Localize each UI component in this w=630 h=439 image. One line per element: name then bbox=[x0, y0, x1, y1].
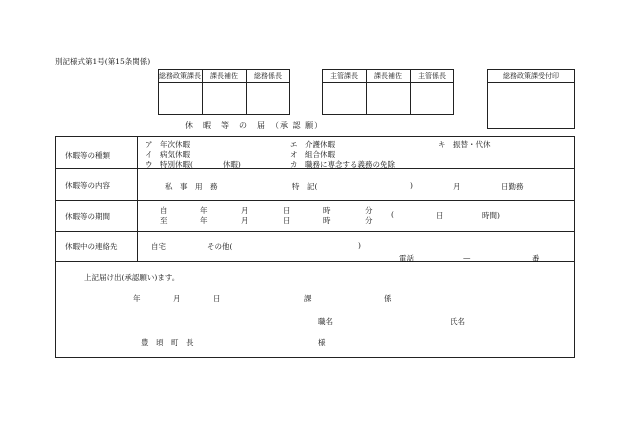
receipt-label: 総務政策課受付印 bbox=[503, 72, 559, 80]
period-from-year: 年 bbox=[200, 206, 208, 215]
period-to-minute: 分 bbox=[365, 216, 373, 225]
dept-section: 課 bbox=[304, 294, 312, 303]
period-to-year: 年 bbox=[200, 216, 208, 225]
period-to-month: 月 bbox=[241, 216, 249, 225]
date-year: 年 bbox=[133, 294, 141, 303]
row-label-contact: 休暇中の連絡先 bbox=[65, 242, 118, 251]
content-day-duty: 日勤務 bbox=[501, 182, 524, 191]
period-total-open: ( bbox=[391, 210, 394, 219]
period-from-month: 月 bbox=[241, 206, 249, 215]
period-from: 自 bbox=[160, 206, 168, 215]
approval-cell-label: 主管係長 bbox=[418, 72, 446, 80]
contact-phone: 電話 bbox=[399, 254, 414, 263]
period-to-hour: 時 bbox=[323, 216, 331, 225]
row-divider bbox=[55, 231, 575, 232]
type-option: エ 介護休暇 bbox=[290, 140, 335, 149]
contact-other: その他( bbox=[207, 242, 233, 251]
content-special-note: 特 記( bbox=[292, 182, 318, 191]
declaration-statement: 上記届け出(承認願い)ます。 bbox=[84, 273, 180, 282]
type-option: ア 年次休暇 bbox=[145, 140, 190, 149]
date-month: 月 bbox=[173, 294, 181, 303]
period-to-day: 日 bbox=[283, 216, 291, 225]
position-label: 職名 bbox=[318, 317, 333, 326]
row-label-content: 休暇等の内容 bbox=[65, 181, 110, 190]
row-divider bbox=[55, 200, 575, 201]
date-day: 日 bbox=[213, 294, 221, 303]
page-title: 休 暇 等 の 届 （承 認 願） bbox=[185, 121, 324, 130]
row-divider bbox=[55, 261, 575, 262]
type-option: キ 振替・代休 bbox=[438, 140, 491, 149]
row-label-type: 休暇等の種類 bbox=[65, 151, 110, 160]
name-label: 氏名 bbox=[450, 317, 465, 326]
honorific-sama: 様 bbox=[318, 338, 326, 347]
period-to: 至 bbox=[160, 216, 168, 225]
divider bbox=[322, 82, 454, 83]
contact-home: 自宅 bbox=[151, 242, 166, 251]
type-option: ウ 特別休暇( 休暇) bbox=[145, 160, 241, 169]
approval-cell-label: 総務係長 bbox=[254, 72, 282, 80]
type-option: イ 病気休暇 bbox=[145, 150, 190, 159]
content-month: 月 bbox=[453, 182, 461, 191]
approval-cell-label: 課長補佐 bbox=[210, 72, 238, 80]
approval-cell-label: 総務政策課長 bbox=[159, 72, 201, 80]
type-option: カ 職務に専念する義務の免除 bbox=[290, 160, 395, 169]
row-label-period: 休暇等の期間 bbox=[65, 212, 110, 221]
period-from-hour: 時 bbox=[323, 206, 331, 215]
period-total-days: 日 bbox=[436, 211, 444, 220]
contact-phone-dash: — bbox=[463, 253, 471, 262]
contact-phone-ban: 番 bbox=[532, 254, 540, 263]
contact-other-close: ) bbox=[358, 241, 361, 250]
period-total-hours: 時間) bbox=[482, 211, 500, 220]
form-label: 別記様式第1号(第15条関係) bbox=[55, 57, 151, 66]
period-from-minute: 分 bbox=[365, 206, 373, 215]
mayor-label: 豊 頃 町 長 bbox=[141, 338, 194, 347]
divider bbox=[158, 82, 290, 83]
approval-cell-label: 課長補佐 bbox=[374, 72, 402, 80]
content-paren-close: ) bbox=[410, 181, 413, 190]
type-option: オ 組合休暇 bbox=[290, 150, 335, 159]
period-from-day: 日 bbox=[283, 206, 291, 215]
approval-cell-label: 主管課長 bbox=[330, 72, 358, 80]
dept-subsection: 係 bbox=[384, 294, 392, 303]
label-column-divider bbox=[137, 136, 138, 261]
content-private-business: 私 事 用 務 bbox=[165, 182, 218, 191]
divider bbox=[487, 82, 575, 83]
